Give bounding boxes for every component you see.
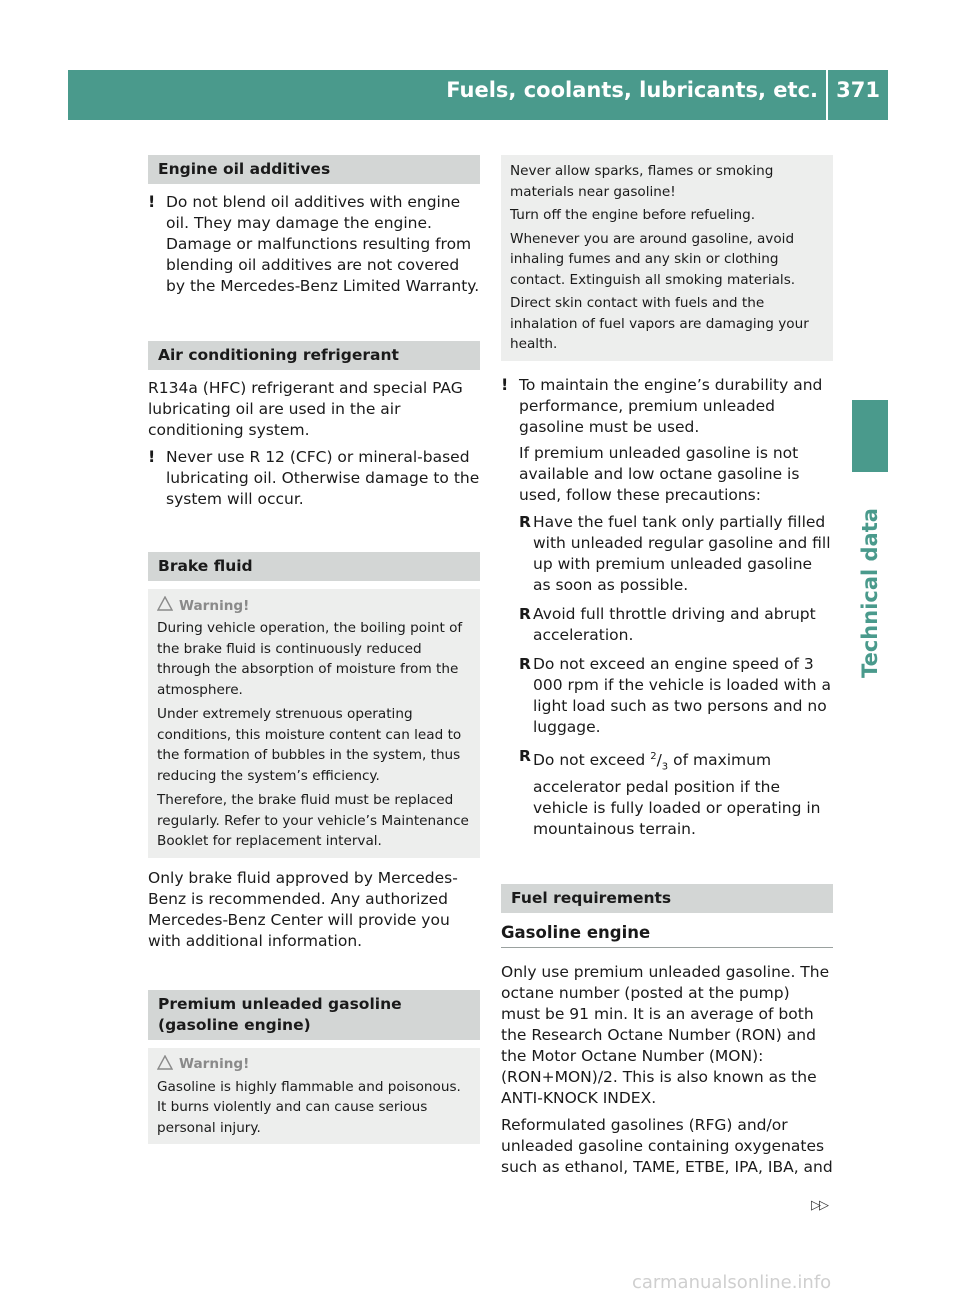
ac-refrigerant-heading: Air conditioning refrigerant	[148, 341, 480, 370]
side-tab-label	[852, 478, 888, 708]
header-divider	[826, 70, 828, 120]
fraction-numerator: 2	[650, 750, 657, 762]
bullet-icon: R	[519, 512, 531, 531]
list-item-text-suffix: of maximum accelerator pedal position if the vehicle is fully loaded or operating in mountainous terrain.	[533, 750, 821, 838]
bullet-icon: R	[519, 604, 531, 623]
warning-paragraph: Therefore, the brake fluid must be replaced regularly. Refer to your vehicle’s Maintenance Booklet for replacement interval.	[157, 792, 469, 849]
list-item-text: Do not exceed an engine speed of 3 000 rpm if the vehicle is loaded with a light load such as two persons and no luggage.	[533, 654, 831, 736]
left-column	[148, 155, 480, 1144]
list-item-text: Avoid full throttle driving and abrupt acceleration.	[533, 604, 816, 644]
warning-header	[157, 1055, 472, 1074]
right-column	[501, 155, 833, 1178]
warning-triangle-icon	[157, 596, 179, 615]
gasoline-warning-box-continued	[501, 155, 833, 361]
premium-gasoline-heading: Premium unleaded gasoline (gasoline engine)	[148, 990, 480, 1040]
list-item	[519, 512, 833, 596]
gasoline-engine-subheading: Gasoline engine	[501, 923, 833, 948]
gasoline-note-followup: If premium unleaded gasoline is not available and low octane gasoline is used, follow these precautions:	[519, 443, 800, 504]
engine-oil-note-text: Do not blend oil additives with engine oil. They may damage the engine. Damage or malfunctions resulting from blending oil additives are not covered by the Mercedes-Benz Limited Warranty.	[166, 193, 480, 295]
notice-icon: !	[148, 447, 156, 466]
fraction-slash: /	[656, 750, 662, 769]
ac-refrigerant-note	[148, 447, 480, 510]
warning-paragraph: During vehicle operation, the boiling point of the brake fluid is continuously reduced through the absorption of moisture from the atmosphere.	[157, 620, 463, 698]
fuel-requirements-paragraph: Reformulated gasolines (RFG) and/or unleaded gasoline containing oxygenates such as ethanol, TAME, ETBE, IPA, IBA, and	[501, 1115, 833, 1176]
list-item	[519, 604, 833, 646]
side-tab-label-text: Technical data	[858, 508, 882, 678]
gasoline-note-text: To maintain the engine’s durability and performance, premium unleaded gasoline must be used.	[519, 375, 823, 436]
header-title: Fuels, coolants, lubricants, etc.	[446, 78, 818, 102]
brake-fluid-text: Only brake fluid approved by Mercedes-Benz is recommended. Any authorized Mercedes-Benz Center will provide you with additional information.	[148, 868, 458, 950]
brake-fluid-heading: Brake fluid	[148, 552, 480, 581]
list-item-text	[533, 746, 833, 840]
brake-fluid-warning-box	[148, 589, 480, 858]
page-header-bar	[68, 70, 888, 120]
list-item-text: Have the fuel tank only partially filled with unleaded regular gasoline and fill up with premium unleaded gasoline as soon as possible.	[533, 512, 831, 594]
warning-paragraph: Direct skin contact with fuels and the inhalation of fuel vapors are damaging your health.	[510, 295, 809, 352]
warning-triangle-icon	[157, 1055, 179, 1074]
precautions-list	[519, 512, 833, 840]
ac-refrigerant-text: R134a (HFC) refrigerant and special PAG lubricating oil are used in the air conditioning system.	[148, 379, 463, 439]
warning-paragraph: Turn off the engine before refueling.	[510, 207, 756, 223]
warning-label: Warning!	[179, 597, 250, 614]
list-item-text-prefix: Do not exceed	[533, 750, 651, 769]
warning-paragraph: Whenever you are around gasoline, avoid inhaling fumes and any skin or clothing contact. Extinguish all smoking materials.	[510, 230, 796, 288]
ac-refrigerant-note-text: Never use R 12 (CFC) or mineral-based lubricating oil. Otherwise damage to the system will occur.	[166, 448, 480, 508]
bullet-icon: R	[519, 746, 531, 765]
notice-icon: !	[501, 374, 509, 394]
gasoline-note	[501, 375, 833, 848]
warning-label: Warning!	[179, 1056, 250, 1072]
engine-oil-heading: Engine oil additives	[148, 155, 480, 184]
fuel-requirements-paragraph: Only use premium unleaded gasoline. The octane number (posted at the pump) must be 91 min. It is an average of both the Research Octane Number (RON) and the Motor Octane Number (MON): (RON+MON)/2. This is also known as the ANTI-KNOCK INDEX.	[501, 962, 830, 1107]
page-number: 371	[836, 78, 880, 102]
gasoline-warning-box-start	[148, 1048, 480, 1145]
warning-paragraph: Never allow sparks, flames or smoking materials near gasoline!	[510, 163, 774, 200]
fraction-denominator: 3	[661, 760, 669, 772]
list-item	[519, 746, 833, 840]
section-side-tab	[852, 400, 888, 472]
warning-paragraph: Gasoline is highly flammable and poisonous. It burns violently and can cause serious personal injury.	[157, 1078, 461, 1136]
continued-arrow-icon: ▷▷	[811, 1198, 827, 1213]
notice-icon: !	[148, 192, 156, 211]
engine-oil-note	[148, 192, 480, 297]
warning-header	[157, 596, 472, 615]
bullet-icon: R	[519, 654, 531, 673]
footer-watermark: carmanualsonline.info	[632, 1272, 832, 1293]
list-item	[519, 654, 833, 738]
warning-paragraph: Under extremely strenuous operating conditions, this moisture content can lead to the formation of bubbles in the system, thus reducing the system’s efficiency.	[157, 706, 462, 784]
fuel-requirements-heading: Fuel requirements	[501, 884, 833, 913]
